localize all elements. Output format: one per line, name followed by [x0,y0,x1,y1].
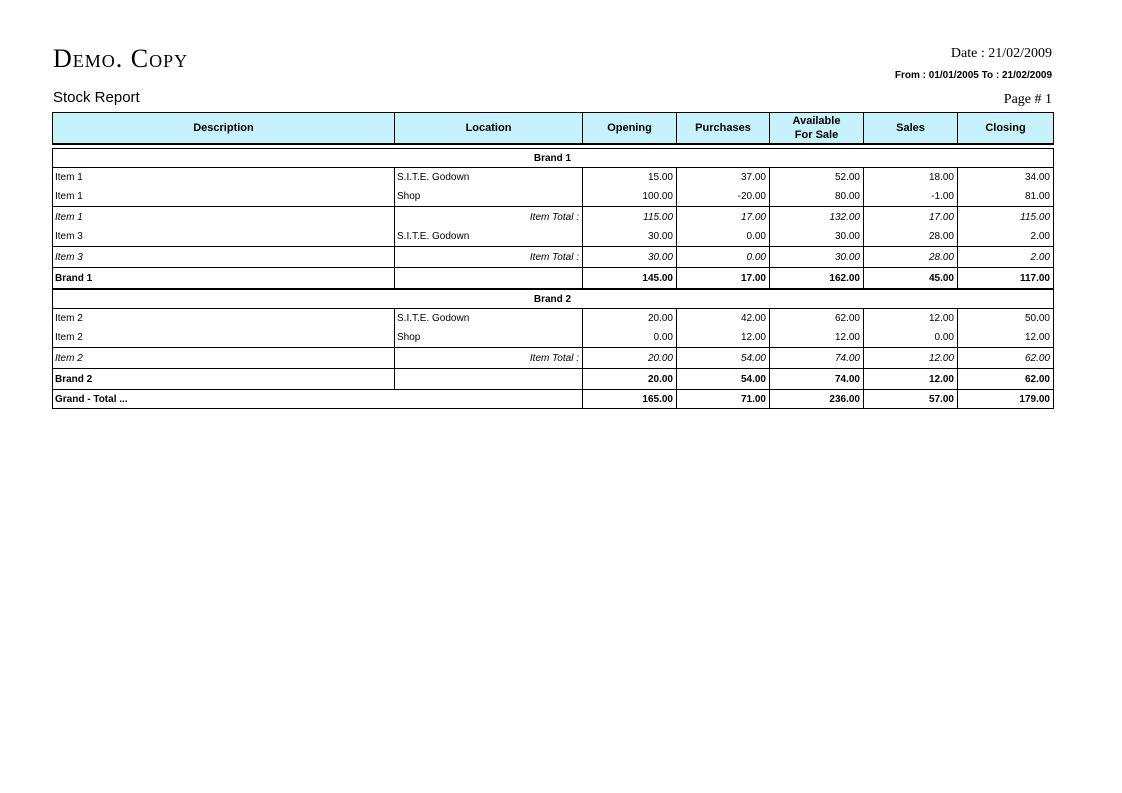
cell-available: 132.00 [770,207,864,228]
column-header-closing: Closing [958,113,1054,145]
cell-opening: 30.00 [583,247,677,268]
table-row [53,309,1054,329]
company-name: Demo. Copy [53,44,189,73]
stock-report-table [52,112,1054,409]
cell-purchases: 71.00 [677,390,770,409]
cell-opening: 20.00 [583,348,677,369]
table-row [53,187,1054,207]
cell-available: 30.00 [770,247,864,268]
cell-sales: -1.00 [864,187,958,207]
cell-closing: 2.00 [958,227,1054,247]
column-header-location: Location [395,113,583,145]
cell-sales: 57.00 [864,390,958,409]
brand-total-label: Brand 1 [53,268,395,290]
cell-sales: 12.00 [864,348,958,369]
cell-closing: 117.00 [958,268,1054,290]
cell-purchases: 54.00 [677,369,770,390]
date-range: From : 01/01/2005 To : 21/02/2009 [894,70,1052,81]
cell-available: 52.00 [770,168,864,188]
cell-description: Item 2 [53,348,395,369]
cell-closing: 62.00 [958,348,1054,369]
cell-description: Item 3 [53,247,395,268]
cell-purchases: 37.00 [677,168,770,188]
brand-total-row [53,268,1054,290]
cell-available: 62.00 [770,309,864,329]
cell-purchases: 17.00 [677,207,770,228]
cell-opening: 115.00 [583,207,677,228]
cell-opening: 15.00 [583,168,677,188]
item-total-row [53,247,1054,268]
cell-opening: 100.00 [583,187,677,207]
column-header-opening: Opening [583,113,677,145]
cell-sales: 45.00 [864,268,958,290]
cell-description: Item 1 [53,207,395,228]
item-total-row [53,348,1054,369]
cell-purchases: 54.00 [677,348,770,369]
cell-location [395,369,583,390]
brand-total-row [53,369,1054,390]
brand-total-label: Brand 2 [53,369,395,390]
cell-description: Item 3 [53,227,395,247]
cell-closing: 115.00 [958,207,1054,228]
cell-purchases: 0.00 [677,247,770,268]
column-header-description: Description [53,113,395,145]
column-header-sales: Sales [864,113,958,145]
cell-sales: 0.00 [864,328,958,348]
table-row [53,328,1054,348]
cell-sales: 28.00 [864,227,958,247]
cell-location: S.I.T.E. Godown [395,309,583,329]
cell-location: S.I.T.E. Godown [395,168,583,188]
group-title: Brand 2 [53,289,1054,309]
report-date: Date : 21/02/2009 [950,46,1052,61]
table-row [53,168,1054,188]
cell-purchases: 17.00 [677,268,770,290]
cell-opening: 165.00 [583,390,677,409]
cell-sales: 17.00 [864,207,958,228]
group-header [53,149,1054,168]
table-row [53,227,1054,247]
item-total-label: Item Total : [395,207,583,228]
cell-description: Item 1 [53,187,395,207]
cell-sales: 18.00 [864,168,958,188]
cell-sales: 12.00 [864,369,958,390]
cell-description: Item 2 [53,328,395,348]
item-total-label: Item Total : [395,348,583,369]
table-header [53,113,1054,145]
page-number: Page # 1 [1003,92,1052,107]
grand-total-label: Grand - Total ... [53,390,583,409]
cell-closing: 2.00 [958,247,1054,268]
cell-opening: 0.00 [583,328,677,348]
report-title: Stock Report [53,89,140,106]
cell-closing: 12.00 [958,328,1054,348]
cell-description: Item 2 [53,309,395,329]
cell-available: 74.00 [770,348,864,369]
cell-sales: 12.00 [864,309,958,329]
cell-available: 30.00 [770,227,864,247]
cell-location: Shop [395,187,583,207]
cell-closing: 50.00 [958,309,1054,329]
cell-closing: 81.00 [958,187,1054,207]
group-title: Brand 1 [53,149,1054,168]
group-header [53,289,1054,309]
cell-sales: 28.00 [864,247,958,268]
column-header-purchases: Purchases [677,113,770,145]
cell-opening: 20.00 [583,309,677,329]
cell-available: 236.00 [770,390,864,409]
cell-available: 74.00 [770,369,864,390]
cell-closing: 62.00 [958,369,1054,390]
cell-available: 80.00 [770,187,864,207]
cell-purchases: -20.00 [677,187,770,207]
cell-description: Item 1 [53,168,395,188]
cell-opening: 30.00 [583,227,677,247]
cell-available: 12.00 [770,328,864,348]
item-total-row [53,207,1054,228]
cell-location: Shop [395,328,583,348]
cell-purchases: 0.00 [677,227,770,247]
cell-purchases: 42.00 [677,309,770,329]
cell-available: 162.00 [770,268,864,290]
cell-closing: 179.00 [958,390,1054,409]
cell-opening: 20.00 [583,369,677,390]
cell-purchases: 12.00 [677,328,770,348]
column-header-available: Available For Sale [770,113,864,145]
grand-total-row [53,390,1054,409]
cell-location: S.I.T.E. Godown [395,227,583,247]
cell-location [395,268,583,290]
cell-opening: 145.00 [583,268,677,290]
item-total-label: Item Total : [395,247,583,268]
cell-closing: 34.00 [958,168,1054,188]
